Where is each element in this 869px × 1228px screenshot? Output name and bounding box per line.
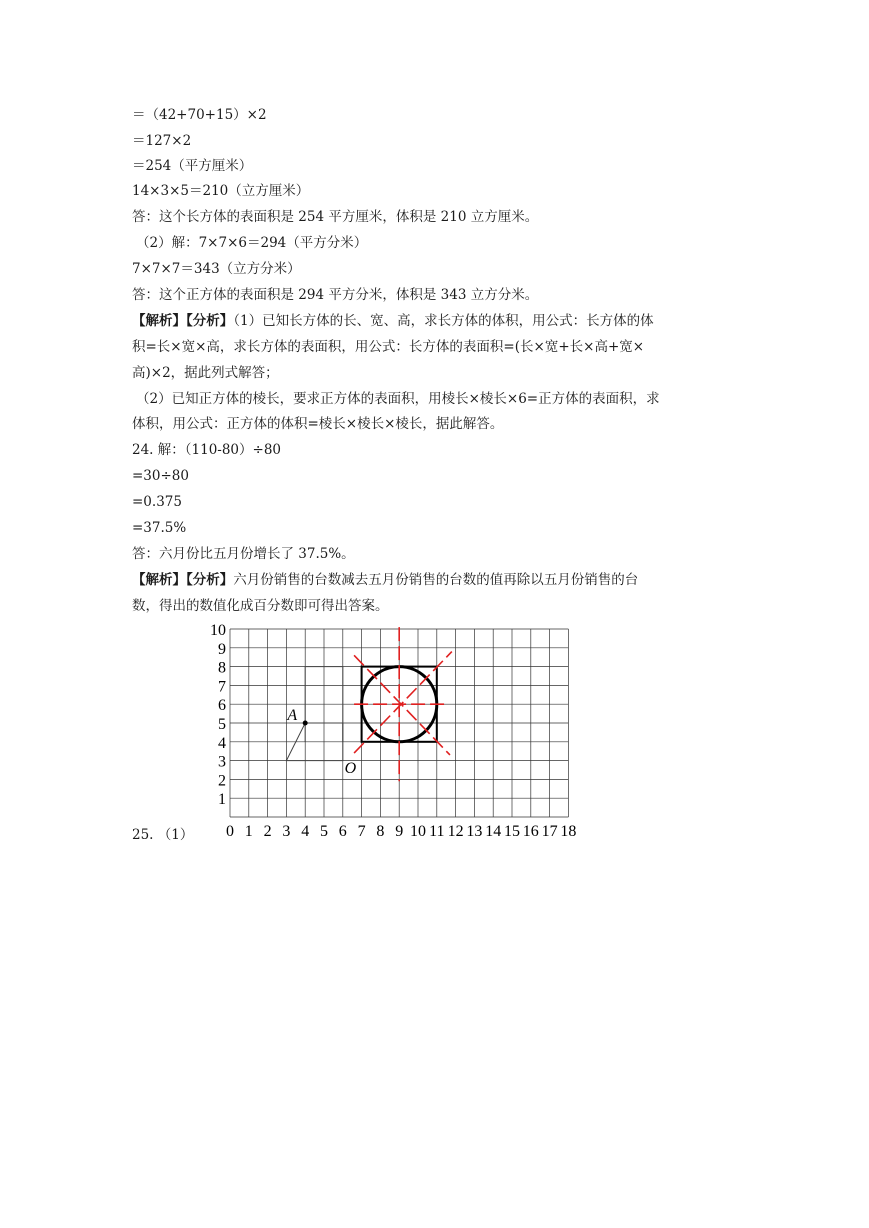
x-tick-label: 5	[320, 823, 328, 840]
text-line: 24. 解：（110-80）÷80	[132, 442, 282, 458]
text-line: 答：这个长方体的表面积是 254 平方厘米，体积是 210 立方厘米。	[132, 209, 539, 225]
text-line: 体积，用公式：正方体的体积=棱长×棱长×棱长，据此解答。	[132, 416, 504, 432]
point-a-dot	[303, 721, 308, 726]
text-line: ＝254（平方厘米）	[132, 158, 253, 174]
x-tick-label: 10	[410, 823, 426, 840]
text-line: ＝127×2	[132, 133, 192, 149]
x-tick-label: 16	[522, 823, 539, 840]
x-tick-label: 0	[226, 823, 234, 840]
analysis-text: 六月份销售的台数减去五月份销售的台数的值再除以五月份销售的台	[233, 572, 639, 588]
x-tick-label: 11	[429, 823, 445, 840]
analysis-heading: 【解析】【分析】	[132, 572, 234, 588]
text-line: =37.5%	[132, 520, 187, 536]
y-tick-label: 7	[218, 678, 226, 696]
x-tick-label: 3	[282, 823, 291, 840]
x-tick-label: 9	[395, 823, 404, 840]
x-tick-label: 13	[466, 823, 483, 840]
text-line: 答：六月份比五月份增长了 37.5%。	[132, 546, 355, 562]
x-tick-label: 2	[263, 823, 272, 840]
y-tick-label: 5	[218, 716, 226, 733]
question-25-label: 25. （1）	[132, 827, 194, 843]
text-line: =0.375	[132, 494, 182, 510]
coordinate-grid-figure	[200, 622, 585, 844]
point-a-label: A	[287, 707, 298, 725]
x-tick-label: 14	[485, 823, 502, 840]
text-line: =30÷80	[132, 468, 189, 484]
y-tick-label: 4	[218, 734, 226, 752]
text-line: 14×3×5＝210（立方厘米）	[132, 183, 310, 199]
x-tick-label: 12	[447, 823, 464, 840]
text-line: ＝（42+70+15）×2	[132, 107, 267, 123]
y-tick-label: 1	[218, 791, 226, 809]
y-tick-label: 10	[210, 622, 226, 639]
point-o-label: O	[344, 759, 357, 777]
analysis-line	[132, 571, 638, 589]
y-tick-label: 6	[218, 697, 226, 715]
text-line: （2）已知正方体的棱长，要求正方体的表面积，用棱长×棱长×6=正方体的表面积，求	[136, 391, 660, 407]
x-tick-label: 18	[560, 823, 577, 840]
x-tick-label: 15	[504, 823, 520, 840]
x-tick-label: 7	[357, 823, 366, 840]
figure-labels	[210, 622, 576, 840]
y-tick-label: 8	[218, 659, 226, 677]
text-line: 积=长×宽×高，求长方体的表面积，用公式：长方体的表面积=(长×宽+长×高+宽×	[132, 339, 645, 355]
y-tick-label: 3	[218, 753, 226, 771]
text-line: 答：这个正方体的表面积是 294 平方分米，体积是 343 立方分米。	[132, 287, 539, 303]
text-line: （2）解：7×7×6＝294（平方分米）	[136, 235, 368, 251]
analysis-text: （1）已知长方体的长、宽、高，求长方体的体积，用公式：长方体的体	[233, 313, 654, 329]
x-tick-label: 6	[338, 823, 347, 840]
y-tick-label: 9	[218, 640, 226, 658]
text-line: 数，得出的数值化成百分数即可得出答案。	[132, 598, 389, 614]
text-line: 7×7×7＝343（立方分米）	[132, 261, 301, 277]
x-tick-label: 8	[376, 823, 385, 840]
text-line: 高)×2，据此列式解答；	[132, 365, 279, 381]
x-tick-label: 17	[541, 823, 558, 840]
x-tick-label: 1	[244, 823, 253, 840]
analysis-line	[132, 312, 654, 330]
analysis-heading: 【解析】【分析】	[132, 313, 234, 329]
y-tick-label: 2	[218, 772, 226, 790]
x-tick-label: 4	[301, 823, 310, 840]
